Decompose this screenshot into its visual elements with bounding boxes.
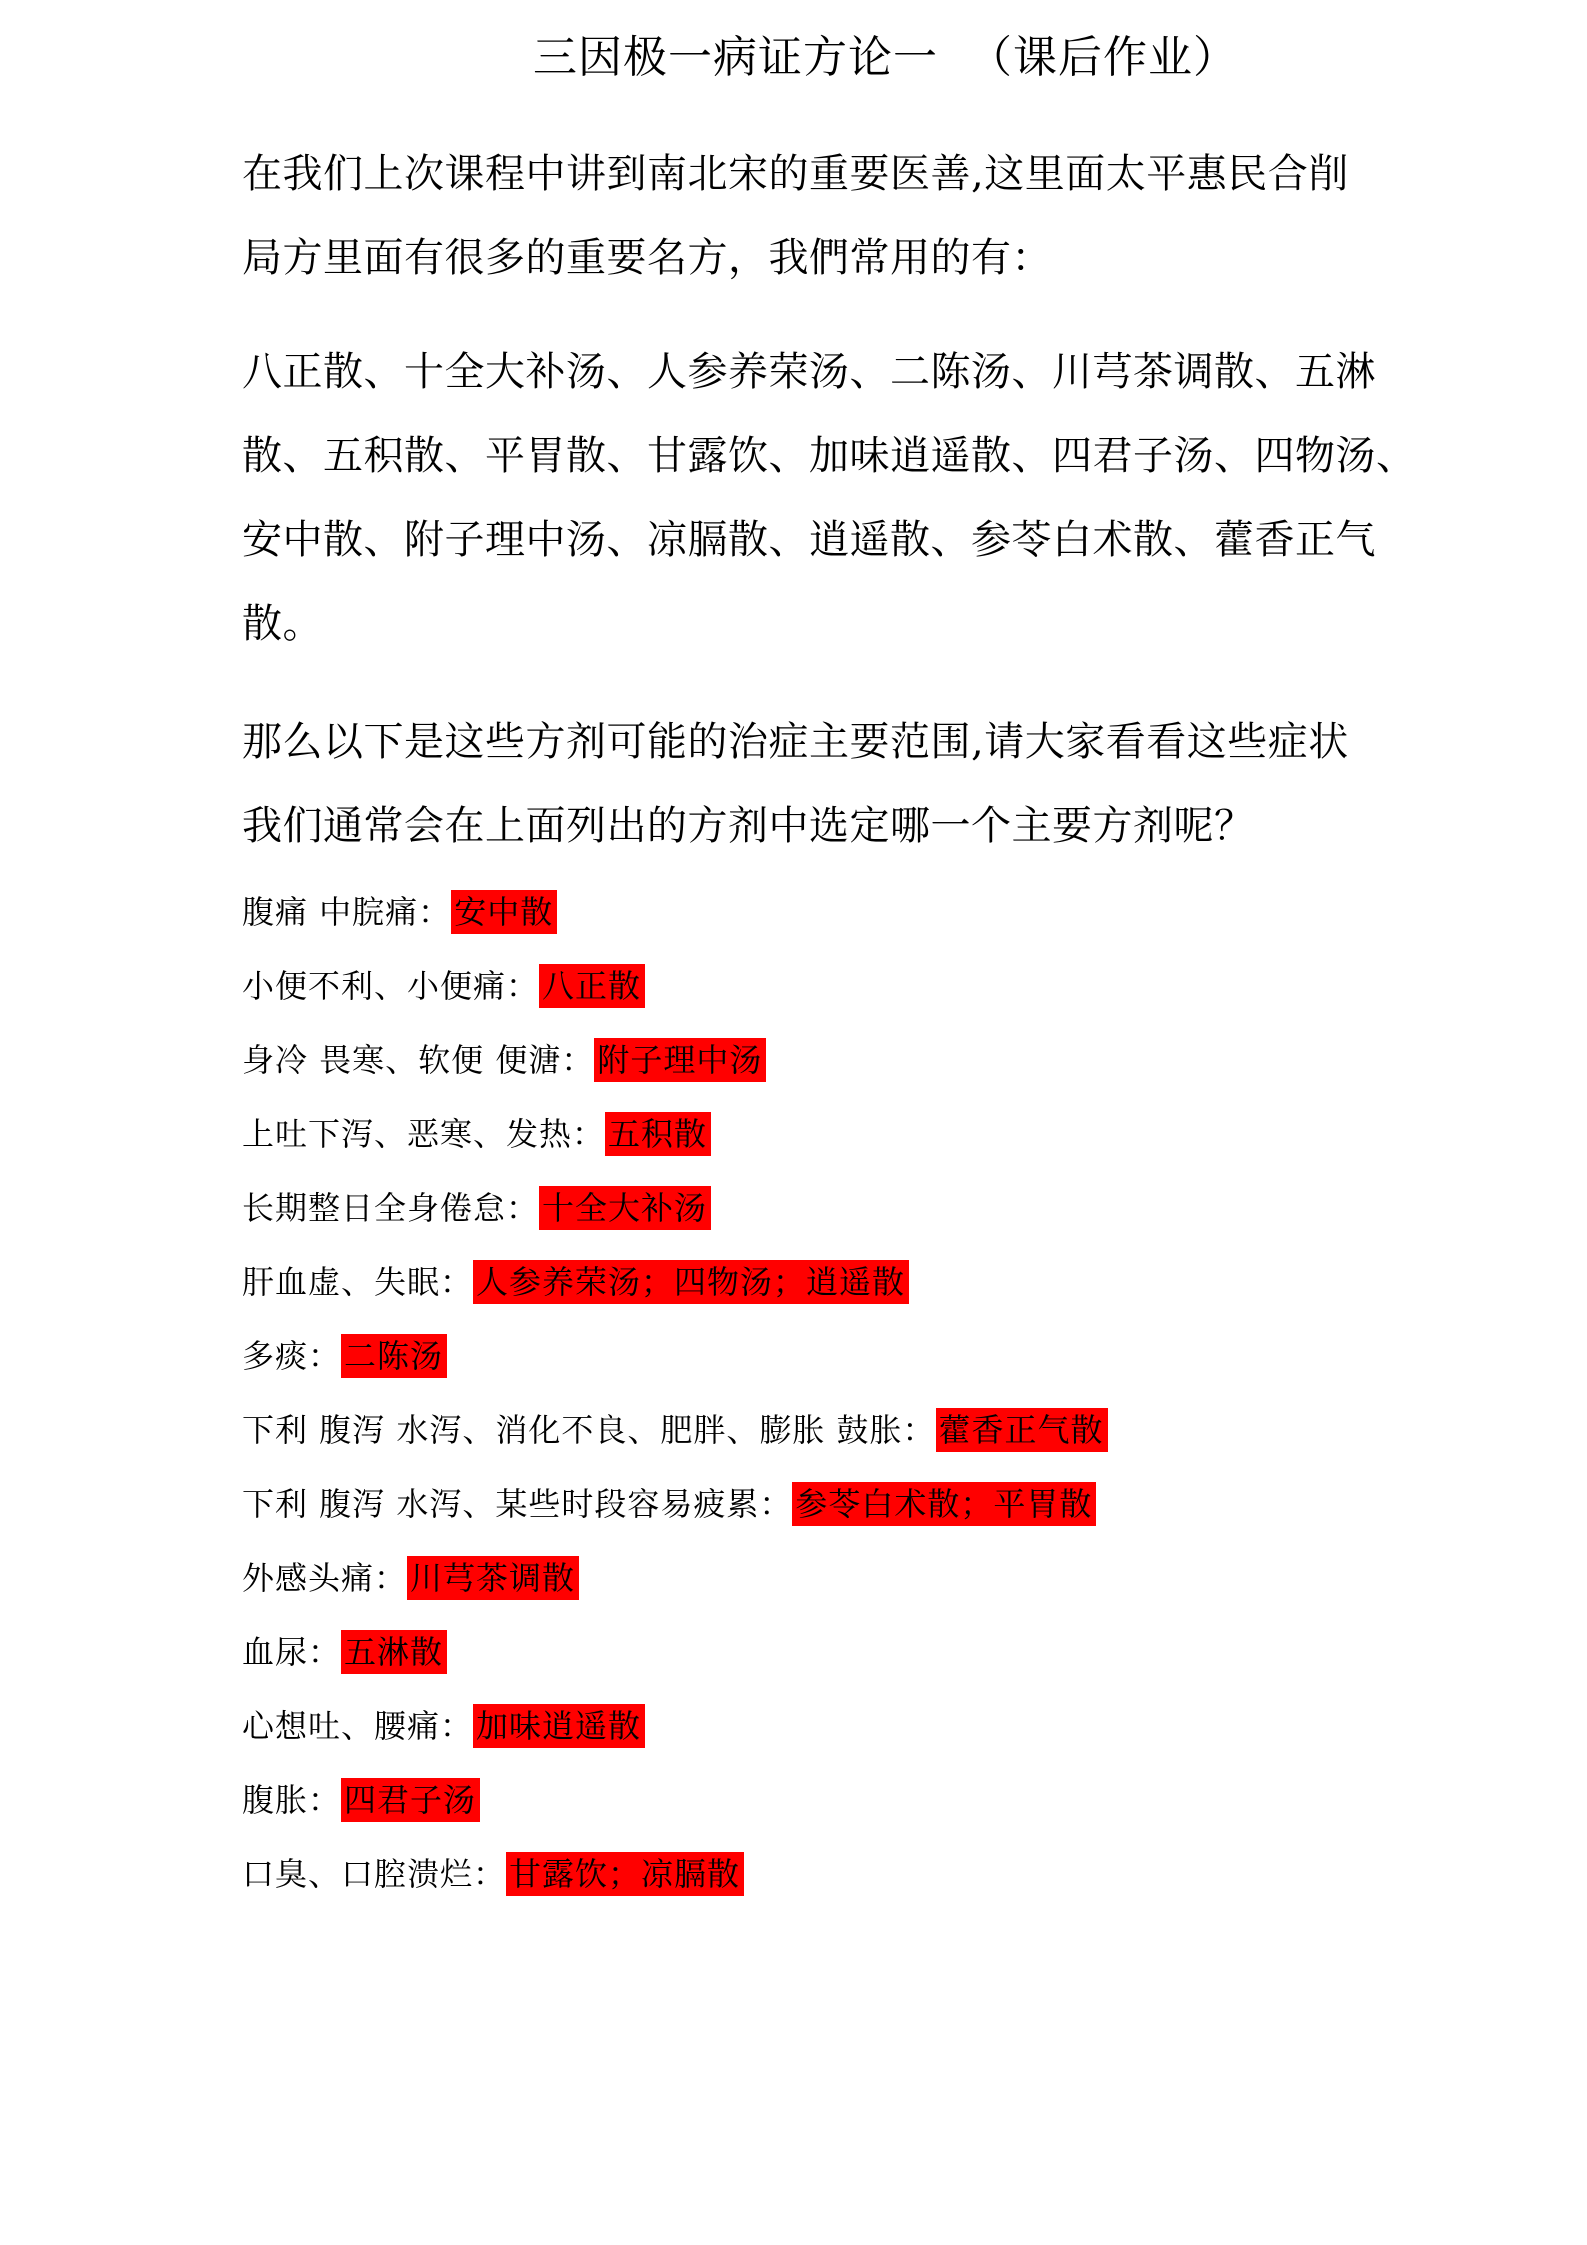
answer-row (242, 1482, 1096, 1526)
title-main: 三因极一病证方论一 (533, 32, 938, 83)
intro-paragraph (242, 132, 1357, 300)
formula-answer: 附子理中汤 (594, 1038, 766, 1082)
symptom-text: 多痰： (242, 1337, 342, 1375)
symptom-text: 小便不利、小便痛： (242, 967, 540, 1005)
formula-answer: 加味逍遥散 (473, 1704, 645, 1748)
formula-answer: 五淋散 (341, 1630, 447, 1674)
answer-row (242, 1334, 447, 1378)
formula-answer: 二陈汤 (341, 1334, 447, 1378)
symptom-text: 口臭、口腔溃烂： (242, 1855, 507, 1893)
formula-answer: 参苓白术散；平胃散 (792, 1482, 1096, 1526)
page-title (533, 28, 1238, 88)
formula-answer: 十全大补汤 (539, 1186, 711, 1230)
question-paragraph (242, 700, 1357, 868)
symptom-text: 腹痛 中脘痛： (242, 893, 452, 931)
symptom-text: 外感头痛： (242, 1559, 408, 1597)
formula-answer: 甘露饮；凉膈散 (506, 1852, 744, 1896)
symptom-text: 腹胀： (242, 1781, 342, 1819)
answer-row (242, 890, 557, 934)
formula-list-line: 安中散、附子理中汤、凉膈散、逍遥散、参苓白术散、藿香正气 (242, 517, 1376, 563)
symptom-text: 肝血虚、失眠： (242, 1263, 474, 1301)
answer-row (242, 1630, 447, 1674)
answer-row (242, 1186, 711, 1230)
symptom-text: 血尿： (242, 1633, 342, 1671)
symptom-text: 身冷 畏寒、软便 便溏： (242, 1041, 595, 1079)
formula-answer: 四君子汤 (341, 1778, 480, 1822)
symptom-text: 心想吐、腰痛： (242, 1707, 474, 1745)
answer-row (242, 964, 645, 1008)
answer-row (242, 1778, 480, 1822)
formula-answer: 安中散 (451, 890, 557, 934)
formula-answer: 川芎茶调散 (407, 1556, 579, 1600)
answer-row (242, 1260, 909, 1304)
symptom-text: 下利 腹泻 水泻、消化不良、肥胖、膨胀 鼓胀： (242, 1411, 936, 1449)
symptom-text: 上吐下泻、恶寒、发热： (242, 1115, 606, 1153)
answer-row (242, 1112, 711, 1156)
symptom-text: 长期整日全身倦怠： (242, 1189, 540, 1227)
formula-answer: 八正散 (539, 964, 645, 1008)
title-suffix: （课后作业） (968, 32, 1238, 83)
formula-list-paragraph (242, 330, 1417, 666)
answer-row (242, 1704, 645, 1748)
formula-answer: 五积散 (605, 1112, 711, 1156)
question-line: 那么以下是这些方剂可能的治症主要范围,请大家看看这些症状 (242, 719, 1349, 765)
answer-row (242, 1852, 744, 1896)
symptom-text: 下利 腹泻 水泻、某些时段容易疲累： (242, 1485, 793, 1523)
formula-answer: 人参养荣汤；四物汤；逍遥散 (473, 1260, 909, 1304)
answer-row (242, 1408, 1108, 1452)
formula-list-line: 八正散、十全大补汤、人参养荣汤、二陈汤、川芎茶调散、五淋 (242, 349, 1376, 395)
intro-line: 在我们上次课程中讲到南北宋的重要医善,这里面太平惠民合削 (242, 151, 1349, 197)
answer-row (242, 1038, 766, 1082)
intro-line: 局方里面有很多的重要名方，我們常用的有： (242, 235, 1052, 281)
formula-answer: 藿香正气散 (936, 1408, 1108, 1452)
answer-row (242, 1556, 579, 1600)
question-line: 我们通常会在上面列出的方剂中选定哪一个主要方剂呢？ (242, 803, 1255, 849)
formula-list-line: 散。 (242, 601, 323, 647)
formula-list-line: 散、五积散、平胃散、甘露饮、加味逍遥散、四君子汤、四物汤、 (242, 433, 1417, 479)
